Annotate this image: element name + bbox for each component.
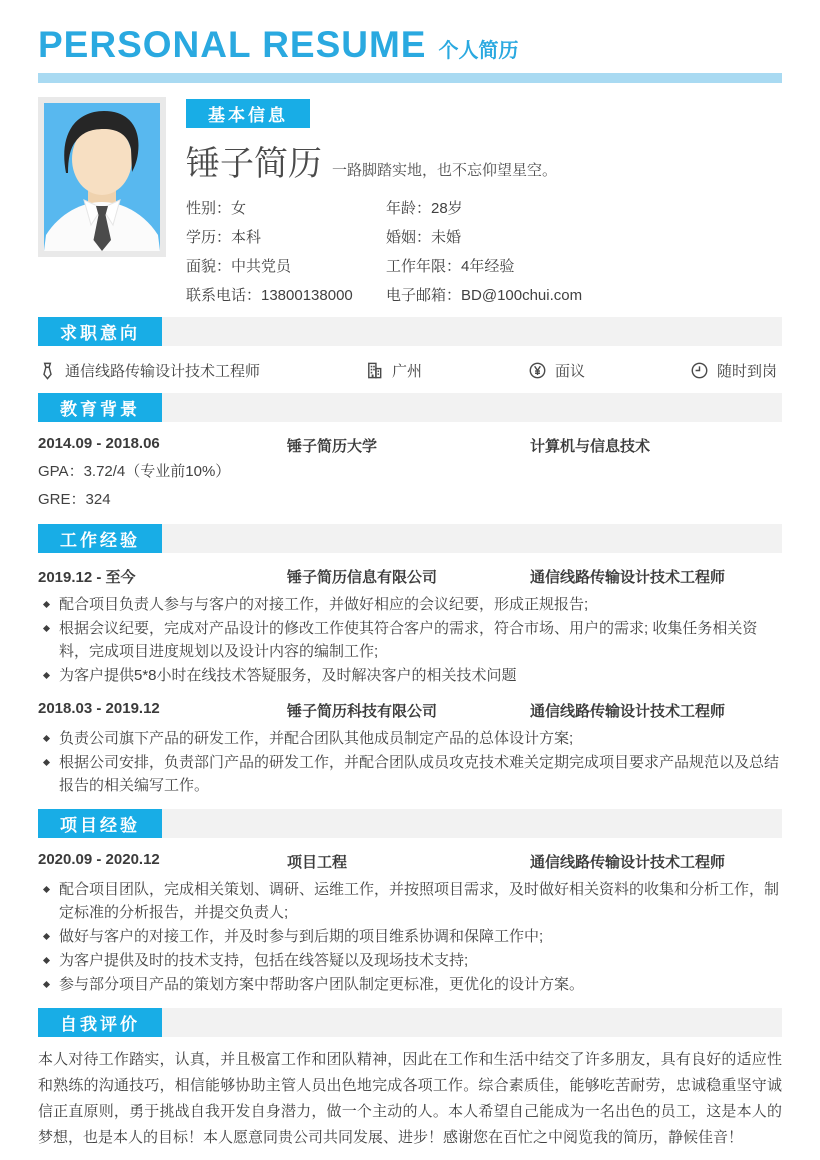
intent-salary-label: 面议 [555,363,586,380]
entry-project: 项目工程 [287,854,348,871]
education-section [38,393,782,512]
intent-salary [528,360,690,381]
profile-photo [38,97,166,257]
work-entry-bullets [38,593,782,687]
intent-city-label: 广州 [392,363,423,380]
yen-icon [528,361,547,380]
bullet-item [38,973,782,996]
job-intention-section [38,317,782,381]
avatar-illustration [44,103,160,251]
bullet-icon [43,933,50,940]
entry-school: 锤子简历大学 [287,438,378,455]
candidate-tagline: 一路脚踏实地，也不忘仰望星空。 [332,162,558,179]
project-entry-header [38,851,782,872]
entry-title: 通信线路传输设计技术工程师 [530,703,726,720]
section-badge-education: 教育背景 [38,393,162,422]
entry-period: 2020.09 - 2020.12 [38,851,160,868]
field-degree: 学历：本科 [186,229,262,246]
page-title-zh: 个人简历 [438,40,519,62]
intent-city [365,360,528,381]
bullet-text: 做好与客户的对接工作，并及时参与到后期的项目维系协调和保障工作中; [59,928,544,945]
entry-company: 锤子简历信息有限公司 [287,569,438,586]
section-badge-self-evaluation: 自我评价 [38,1008,162,1037]
intent-availability-label: 随时到岗 [717,363,778,380]
bullet-icon [43,759,50,766]
bullet-item [38,925,782,948]
entry-title: 通信线路传输设计技术工程师 [530,569,726,586]
section-strip [38,317,782,346]
bullet-text: 配合项目负责人参与与客户的对接工作，并做好相应的会议纪要，形成正规报告; [59,596,589,613]
intent-availability [690,360,782,381]
education-entry-header [38,435,782,456]
section-strip [38,809,782,838]
work-entry-bullets [38,727,782,797]
field-gender: 性别：女 [186,200,247,217]
work-entry-header [38,566,782,587]
entry-period: 2018.03 - 2019.12 [38,700,160,717]
self-evaluation-text: 本人对待工作踏实，认真，并且极富工作和团队精神，因此在工作和生活中结交了许多朋友，具有良好的适应性和熟练的沟通技巧，相信能够协助主管人员出色地完成各项工作。综合素质佳，能够吃苦耐劳，忠诚稳重坚守诚信正直原则，勇于挑战自我开发自身潜力，做一个主动的人。本人希望自己能成为一名出色的员工，这是本人的梦想，也是本人的目标！本人愿意同贵公司共同发展、进步！感谢您在百忙之中阅览我的简历，静候佳音！ [38,1051,782,1146]
entry-major: 计算机与信息技术 [530,438,651,455]
field-political-status: 面貌：中共党员 [186,258,292,275]
clock-icon [690,361,709,380]
section-strip [38,524,782,553]
bullet-icon [43,601,50,608]
page-title-en: PERSONAL RESUME [38,24,427,65]
building-icon [365,361,384,380]
bullet-item [38,617,782,663]
bullet-item [38,878,782,924]
education-gre: GRE：324 [38,491,111,508]
self-evaluation-section [38,1008,782,1151]
section-strip [38,393,782,422]
project-entry [38,851,782,996]
bullet-item [38,593,782,616]
intent-position [38,360,365,381]
project-experience-section [38,809,782,996]
work-entry-header [38,700,782,721]
work-entry [38,700,782,797]
work-entry [38,566,782,687]
education-gpa: GPA：3.72/4（专业前10%） [38,463,231,480]
section-badge-basic-info: 基本信息 [186,99,310,128]
bullet-item [38,664,782,687]
field-marriage: 婚姻：未婚 [386,229,462,246]
tie-icon [38,361,57,380]
basic-info-fields [186,197,782,305]
bullet-text: 配合项目团队，完成相关策划、调研、运维工作，并按照项目需求，及时做好相关资料的收集和分析工作，制定标准的分析报告，并提交负责人; [59,881,780,921]
page-header [38,24,782,83]
bullet-text: 根据会议纪要，完成对产品设计的修改工作使其符合客户的需求，符合市场、用户的需求; 收集任务相关资料，完成项目进度规划以及设计内容的编制工作; [59,620,758,660]
section-badge-job-intention: 求职意向 [38,317,162,346]
bullet-text: 负责公司旗下产品的研发工作，并配合团队其他成员制定产品的总体设计方案; [59,730,574,747]
bullet-icon [43,981,50,988]
bullet-item [38,949,782,972]
bullet-text: 为客户提供及时的技术支持，包括在线答疑以及现场技术支持; [59,952,469,969]
bullet-icon [43,735,50,742]
bullet-text: 根据公司安排，负责部门产品的研发工作，并配合团队成员攻克技术难关定期完成项目要求产品规范以及总结报告的相关编写工作。 [59,754,780,794]
entry-company: 锤子简历科技有限公司 [287,703,438,720]
bullet-text: 为客户提供5*8小时在线技术答疑服务，及时解决客户的相关技术问题 [59,667,517,684]
job-intention-row [38,360,782,381]
entry-title: 通信线路传输设计技术工程师 [530,854,726,871]
basic-info-section [38,97,782,305]
entry-period: 2019.12 - 至今 [38,569,136,586]
candidate-name: 锤子简历 [186,145,322,183]
field-work-years: 工作年限：4年经验 [386,258,515,275]
bullet-icon [43,672,50,679]
bullet-icon [43,886,50,893]
entry-period: 2014.09 - 2018.06 [38,435,160,452]
section-badge-work-experience: 工作经验 [38,524,162,553]
bullet-text: 参与部分项目产品的策划方案中帮助客户团队制定更标准，更优化的设计方案。 [59,976,585,993]
header-underline [38,73,782,83]
section-badge-project-experience: 项目经验 [38,809,162,838]
bullet-item [38,727,782,750]
section-strip [38,1008,782,1037]
field-email: 电子邮箱：BD@100chui.com [386,287,583,304]
bullet-icon [43,625,50,632]
bullet-icon [43,957,50,964]
intent-position-label: 通信线路传输设计技术工程师 [65,363,261,380]
project-entry-bullets [38,878,782,996]
field-age: 年龄：28岁 [386,200,463,217]
bullet-item [38,751,782,797]
work-experience-section [38,524,782,797]
field-phone: 联系电话：13800138000 [186,287,353,304]
